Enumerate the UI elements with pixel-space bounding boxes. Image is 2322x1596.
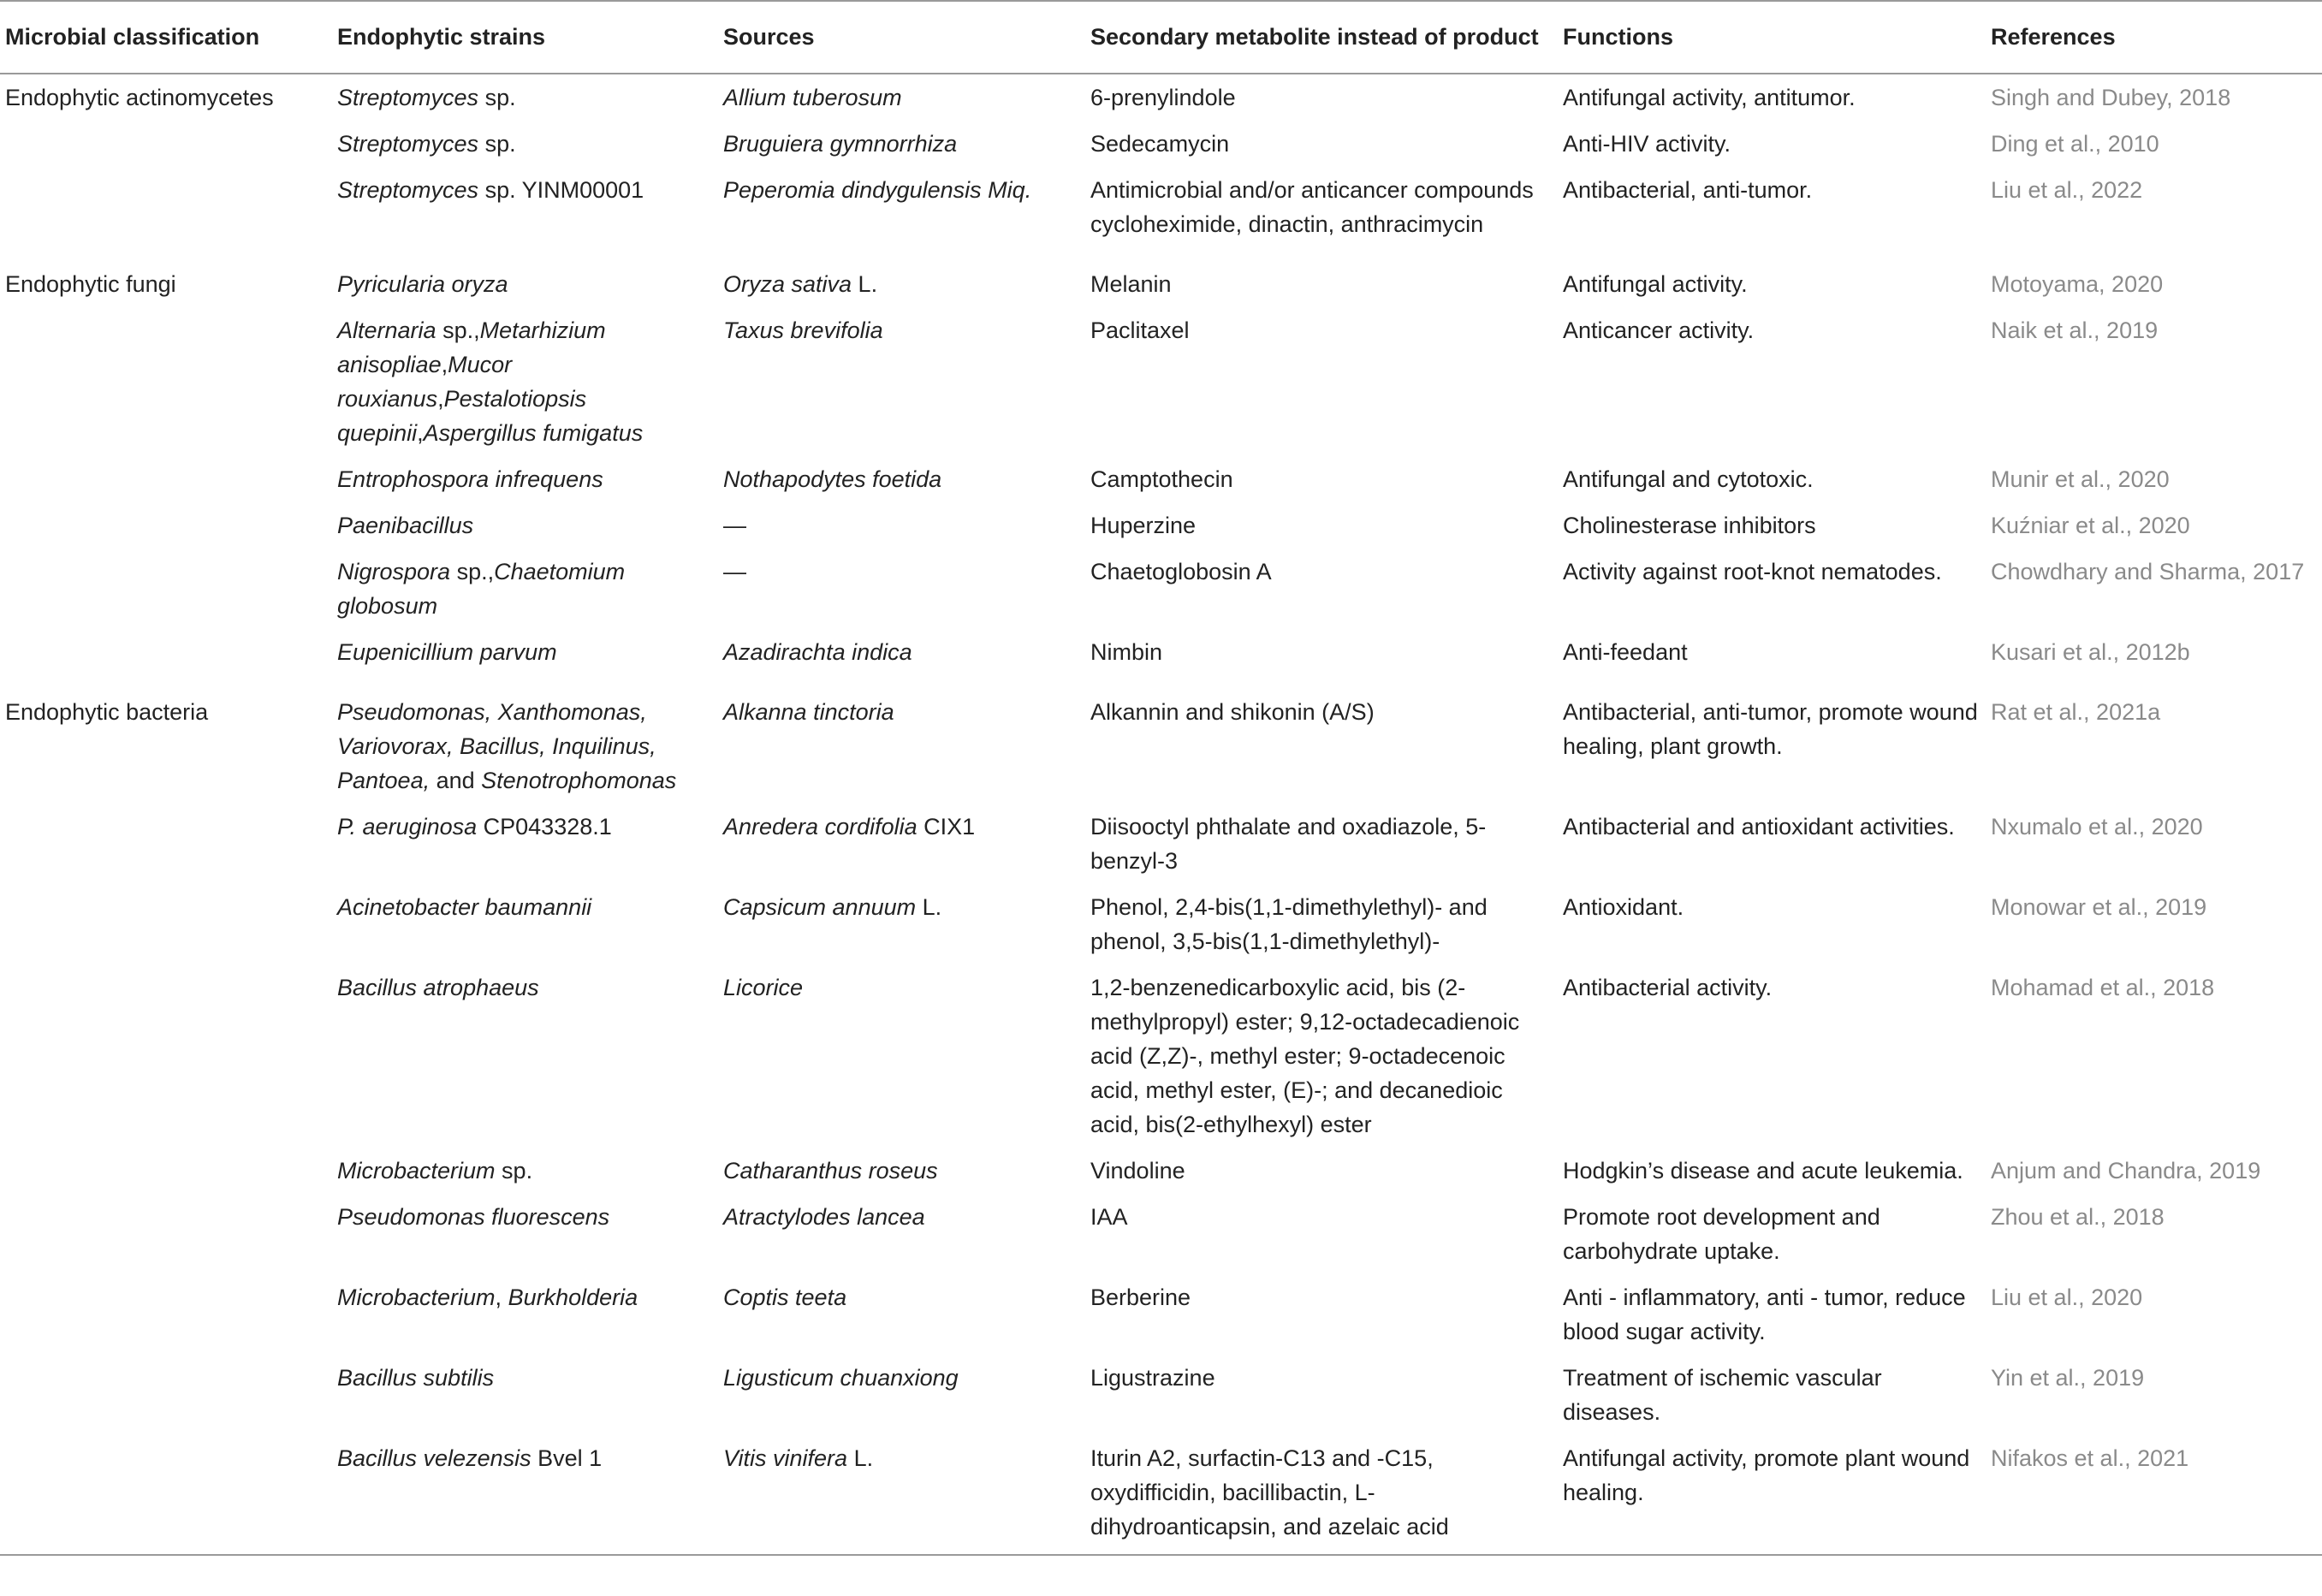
- cell-metabolite: Sedecamycin: [1090, 131, 1230, 157]
- cell-classification: [0, 804, 332, 884]
- cell-reference: Mohamad et al., 2018: [1991, 975, 2215, 1000]
- header-row: [0, 1, 2322, 74]
- table-header: [0, 1, 2322, 74]
- cell-source: Licorice: [723, 975, 804, 1000]
- cell-strain: Pseudomonas, Xanthomonas, Variovorax, Bacillus, Inquilinus, Pantoea, and Stenotrophomonas: [337, 699, 677, 793]
- cell-function: Antifungal activity, promote plant wound healing.: [1558, 1435, 1986, 1555]
- cell-metabolite: Chaetoglobosin A: [1090, 559, 1272, 584]
- cell-function: Antibacterial, anti-tumor, promote wound healing, plant growth.: [1563, 699, 1978, 759]
- cell-strain: Streptomyces sp. YINM00001: [337, 177, 644, 203]
- cell-reference: Liu et al., 2022: [1991, 177, 2143, 203]
- table-row: [0, 74, 2322, 121]
- cell-source: Peperomia dindygulensis Miq.: [723, 177, 1032, 203]
- cell-function: Anti-HIV activity.: [1563, 131, 1731, 157]
- cell-source: Allium tuberosum: [723, 85, 902, 110]
- table-row: [0, 456, 2322, 502]
- cell-reference: Nxumalo et al., 2020: [1991, 814, 2203, 840]
- cell-function: Promote root development and carbohydrate uptake.: [1563, 1204, 1880, 1264]
- cell-classification: [0, 1274, 332, 1355]
- table-row: [0, 1435, 2322, 1555]
- cell-reference: Rat et al., 2021a: [1991, 699, 2161, 725]
- cell-metabolite: Iturin A2, surfactin-C13 and -C15, oxydifficidin, bacillibactin, L-dihydroanticapsin, and azelaic acid: [1085, 1435, 1558, 1555]
- cell-source: Coptis teeta: [723, 1285, 847, 1310]
- cell-source: Azadirachta indica: [723, 639, 912, 665]
- cell-classification: Endophytic fungi: [5, 271, 176, 297]
- cell-metabolite: Antimicrobial and/or anticancer compounds cycloheximide, dinactin, anthracimycin: [1090, 177, 1534, 237]
- cell-strain: Alternaria sp.,Metarhizium anisopliae,Mucor rouxianus,Pestalotiopsis quepinii,Aspergillus fumigatus: [337, 317, 644, 446]
- cell-reference: Munir et al., 2020: [1991, 466, 2170, 492]
- cell-metabolite: 1,2-benzenedicarboxylic acid, bis (2-methylpropyl) ester; 9,12-octadecadienoic acid (Z,Z)-, methyl ester; 9-octadecenoic acid, methyl ester, (E)-; and decanedioic acid, bis(2-ethylhexyl) ester: [1090, 975, 1520, 1137]
- cell-source: Nothapodytes foetida: [723, 466, 942, 492]
- header-secondary-metabolite: Secondary metabolite instead of product: [1085, 1, 1558, 74]
- cell-reference: Zhou et al., 2018: [1991, 1204, 2165, 1230]
- cell-reference: Naik et al., 2019: [1991, 317, 2159, 343]
- cell-metabolite: Alkannin and shikonin (A/S): [1090, 699, 1375, 725]
- cell-classification: Endophytic bacteria: [5, 699, 209, 725]
- cell-function: Antifungal activity.: [1563, 271, 1748, 297]
- cell-source: —: [723, 513, 746, 538]
- cell-strain: Entrophospora infrequens: [337, 466, 603, 492]
- cell-metabolite: 6-prenylindole: [1090, 85, 1236, 110]
- cell-strain: Pseudomonas fluorescens: [337, 1204, 610, 1230]
- cell-metabolite: Melanin: [1090, 271, 1172, 297]
- header-microbial-classification: Microbial classification: [0, 1, 332, 74]
- cell-metabolite: Vindoline: [1090, 1158, 1185, 1184]
- cell-strain: Streptomyces sp.: [337, 131, 516, 157]
- cell-reference: Ding et al., 2010: [1991, 131, 2159, 157]
- header-functions: Functions: [1558, 1, 1986, 74]
- cell-classification: [0, 549, 332, 629]
- cell-metabolite: Camptothecin: [1090, 466, 1233, 492]
- cell-function: Antibacterial activity.: [1563, 975, 1773, 1000]
- cell-function: Antibacterial and antioxidant activities.: [1563, 814, 1955, 840]
- table-row: [0, 247, 2322, 307]
- cell-classification: [0, 629, 332, 675]
- cell-source: Catharanthus roseus: [723, 1158, 938, 1184]
- cell-reference: Chowdhary and Sharma, 2017: [1991, 559, 2305, 584]
- cell-function: Cholinesterase inhibitors: [1563, 513, 1816, 538]
- cell-reference: Kusari et al., 2012b: [1991, 639, 2190, 665]
- cell-strain: Bacillus atrophaeus: [337, 975, 539, 1000]
- cell-strain: Nigrospora sp.,Chaetomium globosum: [337, 559, 626, 619]
- cell-reference: Monowar et al., 2019: [1991, 894, 2207, 920]
- cell-strain: Bacillus velezensis Bvel 1: [332, 1435, 718, 1555]
- cell-metabolite: Berberine: [1090, 1285, 1191, 1310]
- table-row: [0, 549, 2322, 629]
- cell-function: Hodgkin’s disease and acute leukemia.: [1563, 1158, 1963, 1184]
- cell-classification: Endophytic actinomycetes: [5, 85, 274, 110]
- cell-function: Antifungal and cytotoxic.: [1563, 466, 1814, 492]
- cell-classification: [0, 964, 332, 1148]
- cell-strain: Pyricularia oryza: [337, 271, 508, 297]
- cell-metabolite: Diisooctyl phthalate and oxadiazole, 5-benzyl-3: [1090, 814, 1487, 874]
- cell-strain: Paenibacillus: [337, 513, 474, 538]
- cell-reference: Liu et al., 2020: [1991, 1285, 2143, 1310]
- cell-classification: [0, 1148, 332, 1194]
- cell-source: Atractylodes lancea: [723, 1204, 925, 1230]
- cell-strain: Eupenicillium parvum: [337, 639, 557, 665]
- table-row: [0, 121, 2322, 167]
- cell-source: Alkanna tinctoria: [723, 699, 894, 725]
- cell-source: Taxus brevifolia: [723, 317, 883, 343]
- cell-metabolite: Phenol, 2,4-bis(1,1-dimethylethyl)- and phenol, 3,5-bis(1,1-dimethylethyl)-: [1090, 894, 1488, 954]
- cell-function: Activity against root-knot nematodes.: [1563, 559, 1942, 584]
- cell-strain: Acinetobacter baumannii: [337, 894, 592, 920]
- cell-strain: Streptomyces sp.: [337, 85, 516, 110]
- table-row: [0, 675, 2322, 804]
- cell-reference: Kuźniar et al., 2020: [1991, 513, 2190, 538]
- cell-classification: [0, 167, 332, 247]
- header-references: References: [1986, 1, 2322, 74]
- table-row: [0, 884, 2322, 964]
- cell-classification: [0, 502, 332, 549]
- cell-metabolite: IAA: [1090, 1204, 1128, 1230]
- cell-source: Ligusticum chuanxiong: [723, 1365, 959, 1391]
- cell-metabolite: Paclitaxel: [1090, 317, 1190, 343]
- cell-classification: [0, 1355, 332, 1435]
- cell-classification: [0, 884, 332, 964]
- header-endophytic-strains: Endophytic strains: [332, 1, 718, 74]
- table-row: [0, 307, 2322, 456]
- header-sources: Sources: [718, 1, 1085, 74]
- cell-function: Treatment of ischemic vascular diseases.: [1563, 1365, 1882, 1425]
- cell-strain: Microbacterium sp.: [337, 1158, 533, 1184]
- cell-source: Vitis vinifera L.: [718, 1435, 1085, 1555]
- cell-source: Anredera cordifolia CIX1: [723, 814, 976, 840]
- cell-reference: Singh and Dubey, 2018: [1991, 85, 2231, 110]
- cell-reference: Yin et al., 2019: [1991, 1365, 2145, 1391]
- table-body: [0, 74, 2322, 1555]
- table-row: [0, 804, 2322, 884]
- cell-function: Anticancer activity.: [1563, 317, 1755, 343]
- cell-reference: Nifakos et al., 2021: [1986, 1435, 2322, 1555]
- table-row: [0, 502, 2322, 549]
- table-row: [0, 1355, 2322, 1435]
- cell-strain: Microbacterium, Burkholderia: [337, 1285, 638, 1310]
- table-row: [0, 629, 2322, 675]
- cell-source: —: [723, 559, 746, 584]
- table-row: [0, 167, 2322, 247]
- cell-metabolite: Ligustrazine: [1090, 1365, 1215, 1391]
- cell-strain: P. aeruginosa CP043328.1: [337, 814, 612, 840]
- cell-classification: [0, 456, 332, 502]
- cell-strain: Bacillus subtilis: [337, 1365, 495, 1391]
- table-row: [0, 964, 2322, 1148]
- cell-metabolite: Nimbin: [1090, 639, 1163, 665]
- cell-function: Anti-feedant: [1563, 639, 1688, 665]
- cell-classification: [0, 1194, 332, 1274]
- cell-source: Capsicum annuum L.: [723, 894, 942, 920]
- cell-source: Bruguiera gymnorrhiza: [723, 131, 958, 157]
- cell-metabolite: Huperzine: [1090, 513, 1197, 538]
- cell-classification: [0, 307, 332, 456]
- cell-classification: [0, 121, 332, 167]
- cell-function: Antioxidant.: [1563, 894, 1684, 920]
- table-row: [0, 1194, 2322, 1274]
- cell-source: Oryza sativa L.: [723, 271, 878, 297]
- cell-reference: Anjum and Chandra, 2019: [1991, 1158, 2261, 1184]
- cell-reference: Motoyama, 2020: [1991, 271, 2164, 297]
- cell-function: Anti - inflammatory, anti - tumor, reduce blood sugar activity.: [1563, 1285, 1966, 1344]
- cell-function: Antibacterial, anti-tumor.: [1563, 177, 1813, 203]
- table-row: [0, 1274, 2322, 1355]
- cell-classification: [0, 1435, 332, 1555]
- table-row: [0, 1148, 2322, 1194]
- cell-function: Antifungal activity, antitumor.: [1563, 85, 1856, 110]
